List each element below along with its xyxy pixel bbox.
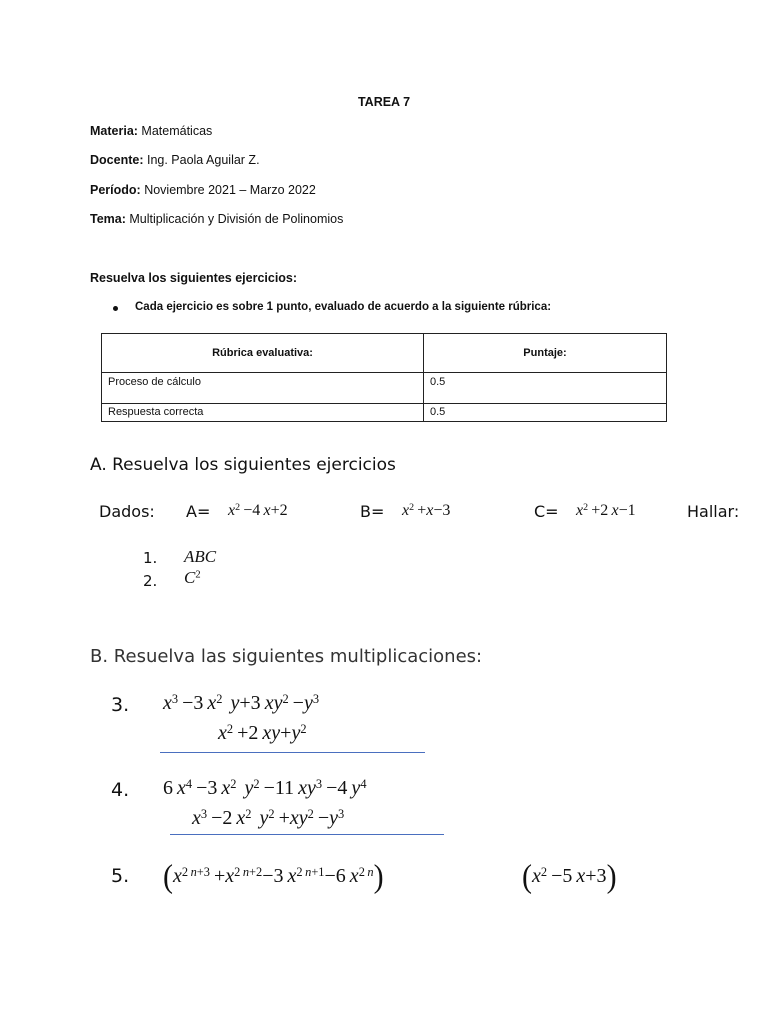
exercise-3-number: 3. [111, 694, 130, 716]
exercise-3-multiplier: $x^2 +2$ $xy+y^2$ [218, 721, 307, 744]
exercise-3-underline [160, 752, 425, 753]
materia-label: Materia: [90, 124, 138, 138]
rubric-cell: 0.5 [424, 373, 667, 404]
item-2-expr: $C^2$ [184, 568, 201, 587]
poly-c: $x^2 +2$ x−1 [576, 502, 636, 519]
tema-label: Tema: [90, 212, 126, 226]
docente-label: Docente: [90, 153, 144, 167]
materia-line [90, 124, 212, 138]
a-label: A= [186, 502, 211, 521]
item-1-expr: ABC [184, 547, 217, 566]
exercise-5-first-factor: ($x^{2 n+3} +x^{2 n+2}-3$ $x^{2 n+1}-6$ $x^{2 n}$) [163, 858, 384, 895]
exercise-4-multiplier: $x^3 -2$ $x^2$ $y^2 +xy^2 -y^3$ [192, 806, 345, 829]
bullet-dot-icon [113, 306, 118, 311]
table-row [102, 373, 667, 404]
item-2-number: 2. [143, 572, 158, 590]
poly-a: $x^2 -4$ x+2 [228, 502, 288, 519]
periodo-line [90, 183, 316, 197]
poly-b: $x^2 +x-3$ [402, 502, 451, 519]
materia-value: Matemáticas [141, 124, 213, 138]
tema-value: Multiplicación y División de Polinomios [129, 212, 344, 226]
rubric-header-row [102, 334, 667, 373]
rubric-cell: 0.5 [424, 404, 667, 422]
periodo-value: Noviembre 2021 – Marzo 2022 [144, 183, 316, 197]
tema-line [90, 212, 343, 226]
periodo-label: Período: [90, 183, 141, 197]
section-a-title: A. Resuelva los siguientes ejercicios [90, 455, 396, 475]
instructions-heading: Resuelva los siguientes ejercicios: [90, 271, 298, 285]
rubric-table [101, 333, 667, 422]
instructions-bullet: Cada ejercicio es sobre 1 punto, evaluado de acuerdo a la siguiente rúbrica: [135, 301, 552, 313]
table-row [102, 404, 667, 422]
exercise-5-number: 5. [111, 865, 130, 887]
dados-label: Dados: [99, 502, 155, 521]
item-1-number: 1. [143, 549, 158, 567]
c-label: C= [534, 502, 559, 521]
document-title: TAREA 7 [357, 95, 411, 109]
rubric-header-cell: Puntaje: [424, 334, 667, 373]
exercise-4-number: 4. [111, 779, 130, 801]
rubric-cell: Proceso de cálculo [102, 373, 424, 404]
hallar-label: Hallar: [687, 502, 740, 521]
docente-line [90, 153, 260, 167]
rubric-cell: Respuesta correcta [102, 404, 424, 422]
rubric-header-cell: Rúbrica evaluativa: [102, 334, 424, 373]
exercise-4-multiplicand: 6 $x^4 -3$ $x^2$ $y^2 -11$ $xy^3 -4$ $y^4$ [163, 776, 367, 799]
exercise-4-underline [170, 834, 444, 835]
b-label: B= [360, 502, 385, 521]
docente-value: Ing. Paola Aguilar Z. [146, 153, 260, 167]
exercise-5-second-factor: ($x^2 -5$ x+3) [522, 858, 617, 895]
exercise-3-multiplicand: $x^3 -3$ $x^2$ y+3 $xy^2 -y^3$ [163, 691, 320, 714]
section-b-title: B. Resuelva las siguientes multiplicaciones: [90, 646, 483, 667]
